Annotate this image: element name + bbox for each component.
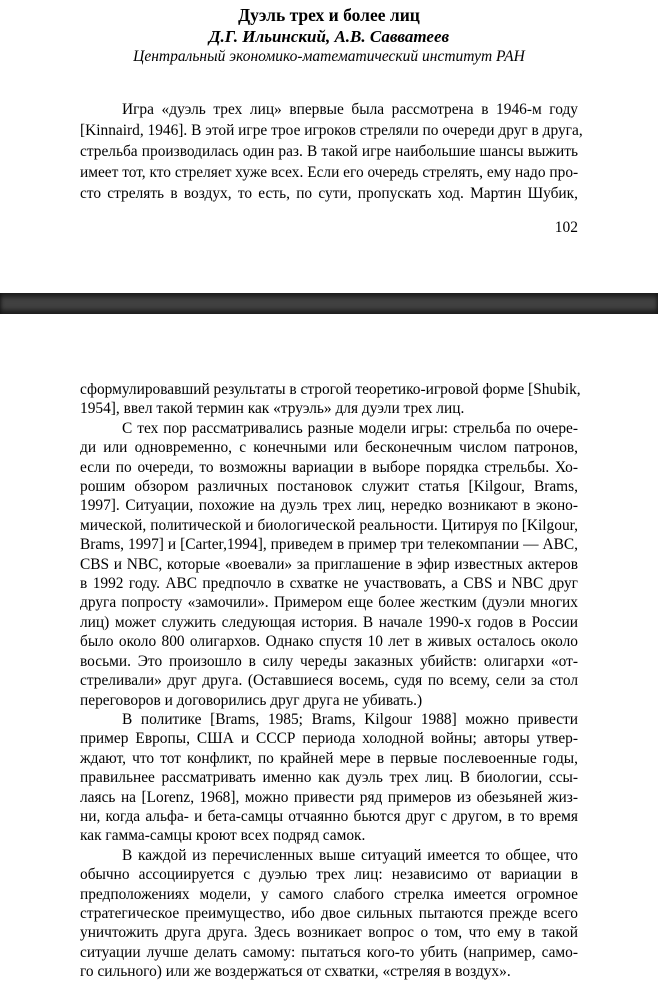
text-line: В каждой из перечисленных выше ситуаций имеется то общее, что — [122, 846, 578, 864]
text-line: лиц) может служить следующая история. В начале 1990-х годов в России — [80, 613, 578, 631]
text-line: переговоров и договорились друг друга не убивать.) — [80, 691, 423, 709]
page-separator — [0, 293, 658, 314]
text-line: Игра «дуэль трех лиц» впервые была рассмотрена в 1946-м году — [122, 101, 578, 118]
document-authors: Д.Г. Ильинский, А.В. Савватеев — [208, 27, 450, 46]
text-line: обычно ассоциируется с дуэлью трех лиц: независимо от вариации в — [80, 866, 578, 884]
text-line: предположениях модели, у самого слабого стрелка имеется огромное — [80, 885, 578, 903]
text-line: было около 800 олигархов. Однако спустя 10 лет в живых осталось около — [80, 633, 578, 651]
text-line: сформулировавший результаты в строгой теоретико-игровой форме [Shubik, — [80, 381, 581, 398]
text-line: рошим обзором различных постановок служит статья [Kilgour, Brams, — [80, 478, 578, 496]
text-line: в 1992 году. ABC предпочло в схватке не участвовать, а CBS и NBC друг — [80, 575, 578, 593]
text-line: стрельба производилась один раз. В такой игре наибольшие шансы выжить — [80, 143, 578, 160]
text-line: го сильного) или же воздержаться от схватки, «стреляя в воздух». — [80, 963, 511, 981]
document-affiliation: Центральный экономико-математический институт РАН — [133, 48, 525, 65]
text-line: восьми. Это произошло в силу череды заказных убийств: олигархи «от- — [80, 652, 578, 670]
text-line: пример Европы, США и СССР периода холодной войны; авторы утвер- — [80, 730, 578, 748]
pdf-page-102 — [0, 0, 658, 293]
text-line: если по очереди, то возможны вариации в выборе порядка стрельбы. Хо- — [80, 458, 578, 476]
text-line: CBS и NBC, которые «воевали» за приглашение в эфир известных актеров — [80, 555, 578, 573]
page-number: 102 — [554, 219, 578, 236]
text-line: В политике [Brams, 1985; Brams, Kilgour 1988] можно привести — [122, 710, 578, 728]
text-line: 1997]. Ситуации, похожие на дуэль трех лиц, нередко возникают в эконо- — [80, 497, 578, 515]
text-line: 1954], ввел такой термин как «труэль» для дуэли трех лиц. — [80, 400, 465, 418]
text-line: сто стрелять в воздух, то есть, по сути, пропускать ход. Мартин Шубик, — [80, 185, 578, 202]
text-line: правильнее рассматривать именно как дуэль трех лиц. В биологии, ссы- — [80, 769, 578, 787]
text-line: С тех пор рассматривались разные модели игры: стрельба по очере- — [122, 419, 578, 437]
text-line: Brams, 1997] и [Carter,1994], приведем в пример три телекомпании — ABC, — [80, 536, 578, 554]
text-line: имеет тот, кто стреляет хуже всех. Если его очередь стрелять, ему надо про- — [80, 164, 579, 181]
pdf-page-103 — [0, 314, 658, 981]
page-103-body-text — [80, 380, 581, 982]
document-title: Дуэль трех и более лиц — [238, 5, 420, 25]
text-line: ни, когда альфа- и бета-самцы отчаянно бьются друг с другом, в то время — [80, 807, 578, 825]
text-line: ждают, что тот конфликт, по крайней мере в первые послевоенные годы, — [80, 749, 578, 767]
text-line: как гамма-самцы кроют всех подряд самок. — [80, 827, 366, 845]
text-line: уничтожить друга друга. Здесь возникает вопрос о том, что ему в такой — [80, 924, 578, 942]
text-line: друга попросту «замочили». Примером еще более жестким (дуэли многих — [80, 594, 578, 612]
text-line: стратегическое преимущество, ибо двое сильных пытаются прежде всего — [80, 904, 578, 922]
text-line: лаясь на [Lorenz, 1968], можно привести ряд примеров из обезьяней жиз- — [80, 788, 578, 806]
text-line: ди или одновременно, с конечными или бесконечным числом патронов, — [80, 439, 578, 457]
text-line: стреливали» друг друга. (Оставшиеся восемь, судя по всему, сели за стол — [80, 672, 578, 690]
text-line: мической, политической и биологической реальности. Цитируя по [Kilgour, — [80, 516, 578, 534]
page-102-body-text — [80, 99, 583, 204]
text-line: ситуации лучше делать самому: пытаться кого-то убить (например, само- — [80, 943, 578, 961]
text-line: [Kinnaird, 1946]. В этой игре трое игроков стреляли по очереди друг в друга, — [80, 122, 583, 139]
